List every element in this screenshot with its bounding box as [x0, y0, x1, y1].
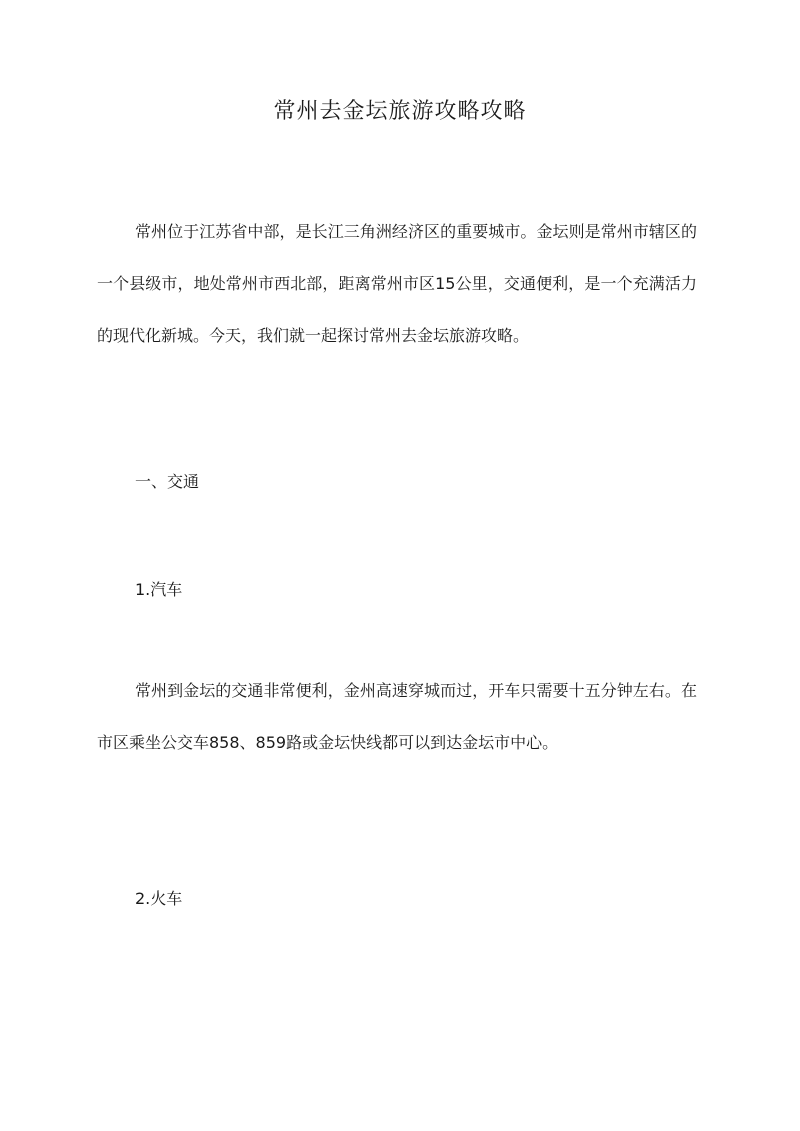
intro-paragraph: 常州位于江苏省中部，是长江三角洲经济区的重要城市。金坛则是常州市辖区的一个县级市，地处常州市西北部，距离常州市区15公里，交通便利，是一个充满活力的现代化新城。今天，我们就一起探讨常州去金坛旅游攻略。: [97, 222, 697, 345]
car-paragraph: 常州到金坛的交通非常便利，金州高速穿城而过，开车只需要十五分钟左右。在市区乘坐公交车858、859路或金坛快线都可以到达金坛市中心。: [97, 681, 697, 752]
subheading-car: 1.汽车: [135, 580, 183, 599]
subheading-train: 2.火车: [135, 889, 183, 908]
section-heading-transport: 一、交通: [135, 472, 200, 491]
document-title: 常州去金坛旅游攻略攻略: [273, 99, 527, 124]
